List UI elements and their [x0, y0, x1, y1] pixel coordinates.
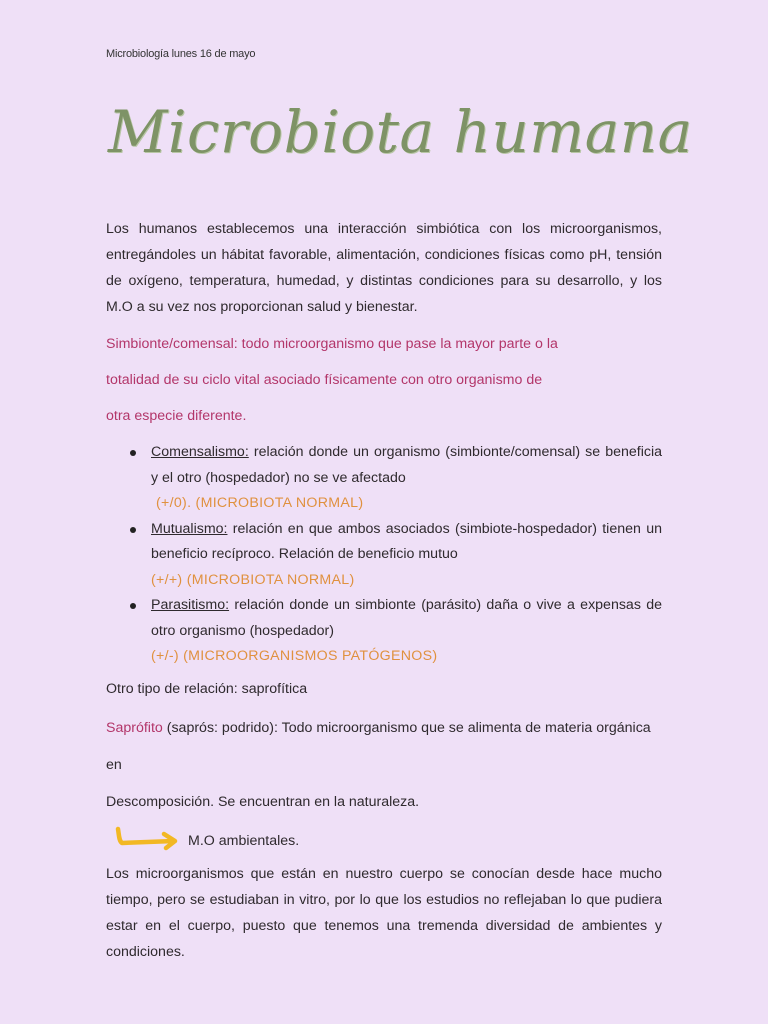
relation-text: relación donde un organismo (simbionte/comensal) se beneficia y el otro (hospedador) no se ve afectado [151, 444, 662, 486]
outro-paragraph: Los microorganismos que están en nuestro cuerpo se conocían desde hace mucho tiempo, pero se estudiaban in vitro, por lo que los estudios no reflejaban lo que pudiera estar en el cuerpo, puesto que tenemos una tremenda diversidad de ambientes y condiciones. [106, 865, 662, 960]
header-note: Microbiología lunes 16 de mayo [106, 48, 256, 60]
saprofito-line-2: Descomposición. Se encuentran en la naturaleza. [106, 793, 420, 810]
relation-sign: (+/-) (MICROORGANISMOS PATÓGENOS) [151, 648, 438, 664]
simbionte-line-1: Simbionte/comensal: todo microorganismo que pase la mayor parte o la [106, 336, 558, 352]
saprofito-definition [106, 710, 662, 821]
relation-text: relación en que ambos asociados (simbiote-hospedador) tienen un beneficio recíproco. Relación de beneficio mutuo [151, 520, 662, 562]
bullet-icon [130, 527, 136, 533]
otro-tipo-line: Otro tipo de relación: saprofítica [106, 680, 308, 697]
saprofito-term: Saprófito [106, 719, 163, 736]
list-item [151, 440, 662, 517]
bullet-icon [130, 603, 136, 609]
list-item [151, 517, 662, 594]
relation-sign: (+/+) (MICROBIOTA NORMAL) [151, 571, 355, 588]
relation-term: Mutualismo: [151, 520, 228, 537]
list-item [151, 593, 662, 670]
hand-drawn-right-arrow-icon [114, 825, 180, 851]
arrow-note-text: M.O ambientales. [188, 832, 300, 849]
simbionte-line-2: totalidad de su ciclo vital asociado físicamente con otro organismo de [106, 372, 543, 388]
relations-list [106, 440, 662, 670]
relation-term: Comensalismo: [151, 444, 249, 460]
arrow-note-row [106, 823, 662, 859]
simbionte-definition [106, 326, 662, 434]
saprofito-text: (saprós: podrido): Todo microorganismo que se alimenta de materia orgánica en [106, 719, 651, 773]
document-body [106, 216, 662, 965]
intro-paragraph: Los humanos establecemos una interacción simbiótica con los microorganismos, entregándoles un hábitat favorable, alimentación, condiciones físicas como pH, tensión de oxígeno, temperatura, humedad, y distintas condiciones para su desarrollo, y los M.O a su vez nos proporcionan salud y bienestar. [106, 221, 662, 315]
relation-term: Parasitismo: [151, 597, 230, 613]
simbionte-line-3: otra especie diferente. [106, 408, 247, 424]
bullet-icon [130, 450, 136, 456]
page-title: Microbiota humana [108, 98, 693, 166]
relation-sign: (+/0). (MICROBIOTA NORMAL) [156, 495, 364, 511]
relation-text: relación donde un simbionte (parásito) daña o vive a expensas de otro organismo (hospedador) [151, 597, 662, 639]
